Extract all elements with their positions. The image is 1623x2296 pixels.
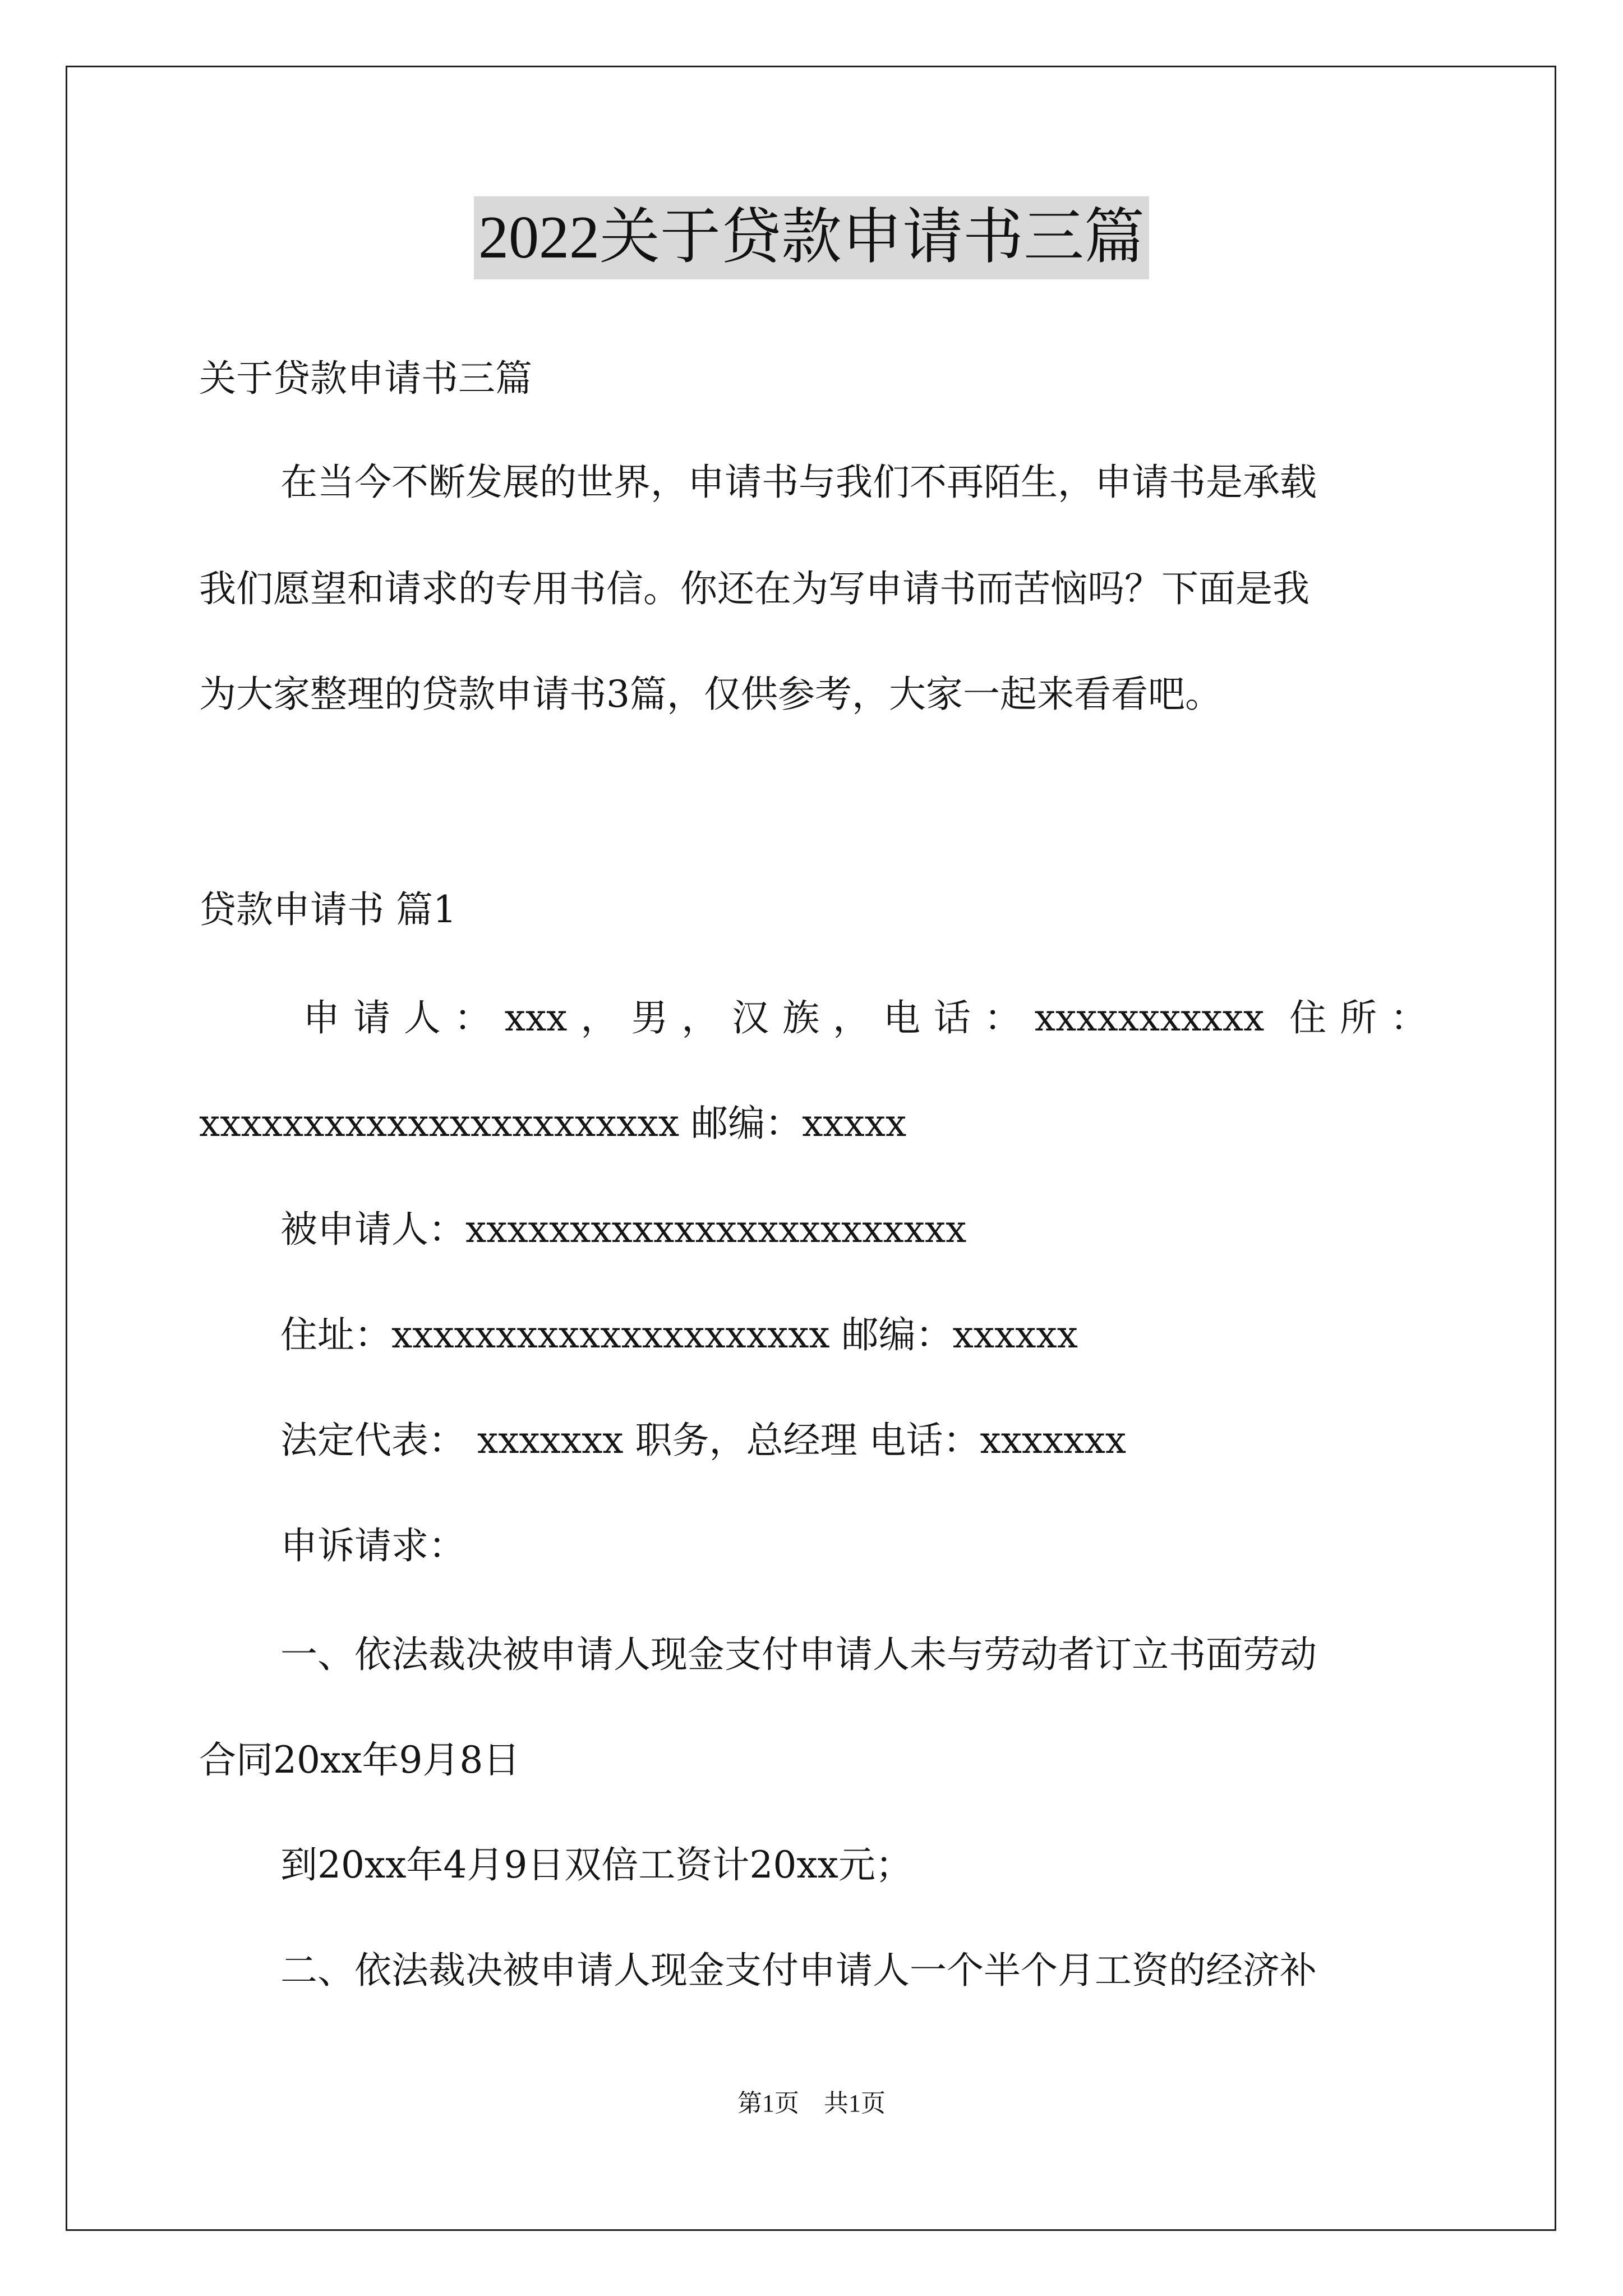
claim-2-line-1: 二、依法裁决被申请人现金支付申请人一个半个月工资的经济补 bbox=[280, 1949, 1317, 1992]
claim-1-line-2: 合同20xx年9月8日 bbox=[199, 1738, 520, 1782]
intro-line-1: 在当今不断发展的世界，申请书与我们不再陌生，申请书是承载 bbox=[280, 461, 1317, 504]
applicant-line-1: 申请人：xxx，男，汉族，电话：xxxxxxxxxxx 住所： bbox=[303, 996, 1427, 1039]
intro-line-2: 我们愿望和请求的专用书信。你还在为写申请书而苦恼吗？下面是我 bbox=[199, 567, 1310, 610]
claim-1-line-1: 一、依法裁决被申请人现金支付申请人未与劳动者订立书面劳动 bbox=[280, 1633, 1317, 1676]
page-footer: 第1页 共1页 bbox=[737, 2090, 886, 2117]
legal-representative-line: 法定代表： xxxxxxx 职务，总经理 电话：xxxxxxx bbox=[280, 1419, 1127, 1462]
claims-heading: 申诉请求： bbox=[280, 1524, 465, 1567]
claim-1-line-3: 到20xx年4月9日双倍工资计20xx元； bbox=[280, 1843, 912, 1887]
title-container bbox=[0, 196, 1623, 279]
section-heading: 贷款申请书 篇1 bbox=[199, 888, 457, 931]
intro-line-3: 为大家整理的贷款申请书3篇，仅供参考，大家一起来看看吧。 bbox=[199, 673, 1222, 716]
applicant-line-2: xxxxxxxxxxxxxxxxxxxxxxx 邮编：xxxxx bbox=[199, 1102, 907, 1145]
respondent-line: 被申请人：xxxxxxxxxxxxxxxxxxxxxxxx bbox=[280, 1208, 967, 1251]
document-subtitle: 关于贷款申请书三篇 bbox=[199, 357, 532, 400]
address-line: 住址：xxxxxxxxxxxxxxxxxxxxx 邮编：xxxxxx bbox=[280, 1313, 1078, 1356]
document-title: 2022关于贷款申请书三篇 bbox=[474, 196, 1149, 279]
